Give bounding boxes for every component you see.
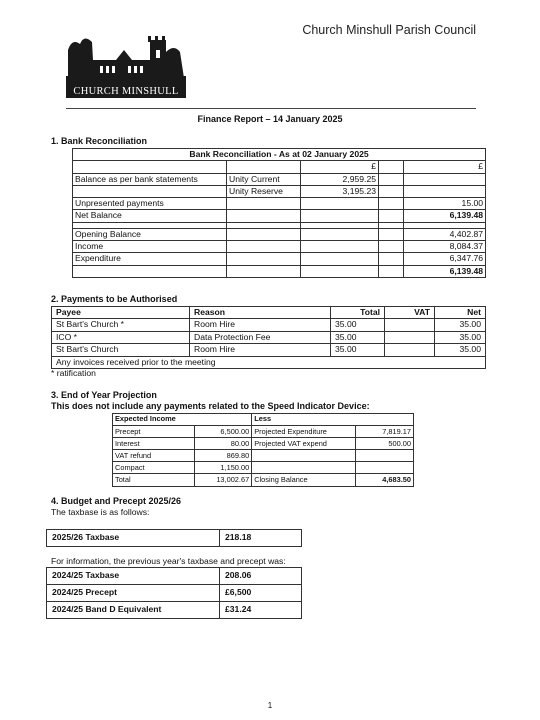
currency-header: £ [301,161,379,173]
church-logo [66,30,186,98]
payments-table [51,306,486,369]
table-header-row: Payee Reason Total VAT Net [52,307,486,319]
section-heading-bank: 1. Bank Reconciliation [51,136,148,146]
section-heading-budget: 4. Budget and Precept 2025/26 [51,496,182,506]
table-row: 2025/26 Taxbase 218.18 [47,530,302,547]
section-subheading: This does not include any payments related to the Speed Indicator Device: [51,401,370,411]
bank-reconciliation-table [72,148,486,278]
section-heading-payments: 2. Payments to be Authorised [51,294,178,304]
taxbase-intro: The taxbase is as follows: [51,507,150,517]
table-row: Expenditure 6,347.76 [73,253,486,265]
current-taxbase-table [46,529,302,547]
table-row: St Bart's Church Room Hire 35.00 35.00 [52,344,486,356]
table-header-row: Expected Income Less [113,414,414,426]
table-row: Total 13,002.67 Closing Balance 4,683.50 [113,474,414,486]
logo-text: CHURCH MINSHULL [73,86,179,97]
table-row: Unpresented payments 15.00 [73,198,486,210]
table-row: 2024/25 Band D Equivalent £31.24 [47,602,302,619]
table-row: Balance as per bank statements Unity Current 2,959.25 [73,173,486,185]
section-heading-projection: 3. End of Year Projection [51,390,157,400]
table-row: Opening Balance 4,402.87 [73,228,486,240]
table-row: Precept 6,500.00 Projected Expenditure 7,819.17 [113,426,414,438]
table-row: VAT refund 869.80 [113,450,414,462]
table-row: Unity Reserve 3,195.23 [73,185,486,197]
table-row: St Bart's Church * Room Hire 35.00 35.00 [52,319,486,331]
table-row: 2024/25 Taxbase 208.06 [47,568,302,585]
table-row: Interest 80.00 Projected VAT expend 500.00 [113,438,414,450]
table-row: Compact 1,150.00 [113,462,414,474]
currency-header: £ [404,161,486,173]
table-row: 6,139.48 [73,265,486,277]
table-row: Income 8,084.37 [73,241,486,253]
footnote: * ratification [51,368,96,378]
organisation-name: Church Minshull Parish Council [302,23,476,37]
table-row: 2024/25 Precept £6,500 [47,585,302,602]
table-row: Net Balance 6,139.48 [73,210,486,222]
previous-taxbase-table [46,567,302,619]
table-row: Any invoices received prior to the meeting [52,356,486,368]
projection-table [112,413,414,487]
table-row: ICO * Data Protection Fee 35.00 35.00 [52,331,486,343]
table-title: Bank Reconciliation - As at 02 January 2025 [73,149,486,161]
header-divider [66,108,476,109]
report-title: Finance Report – 14 January 2025 [197,114,343,124]
previous-intro: For information, the previous year's taxbase and precept was: [51,556,286,566]
page-number: 1 [267,701,273,710]
